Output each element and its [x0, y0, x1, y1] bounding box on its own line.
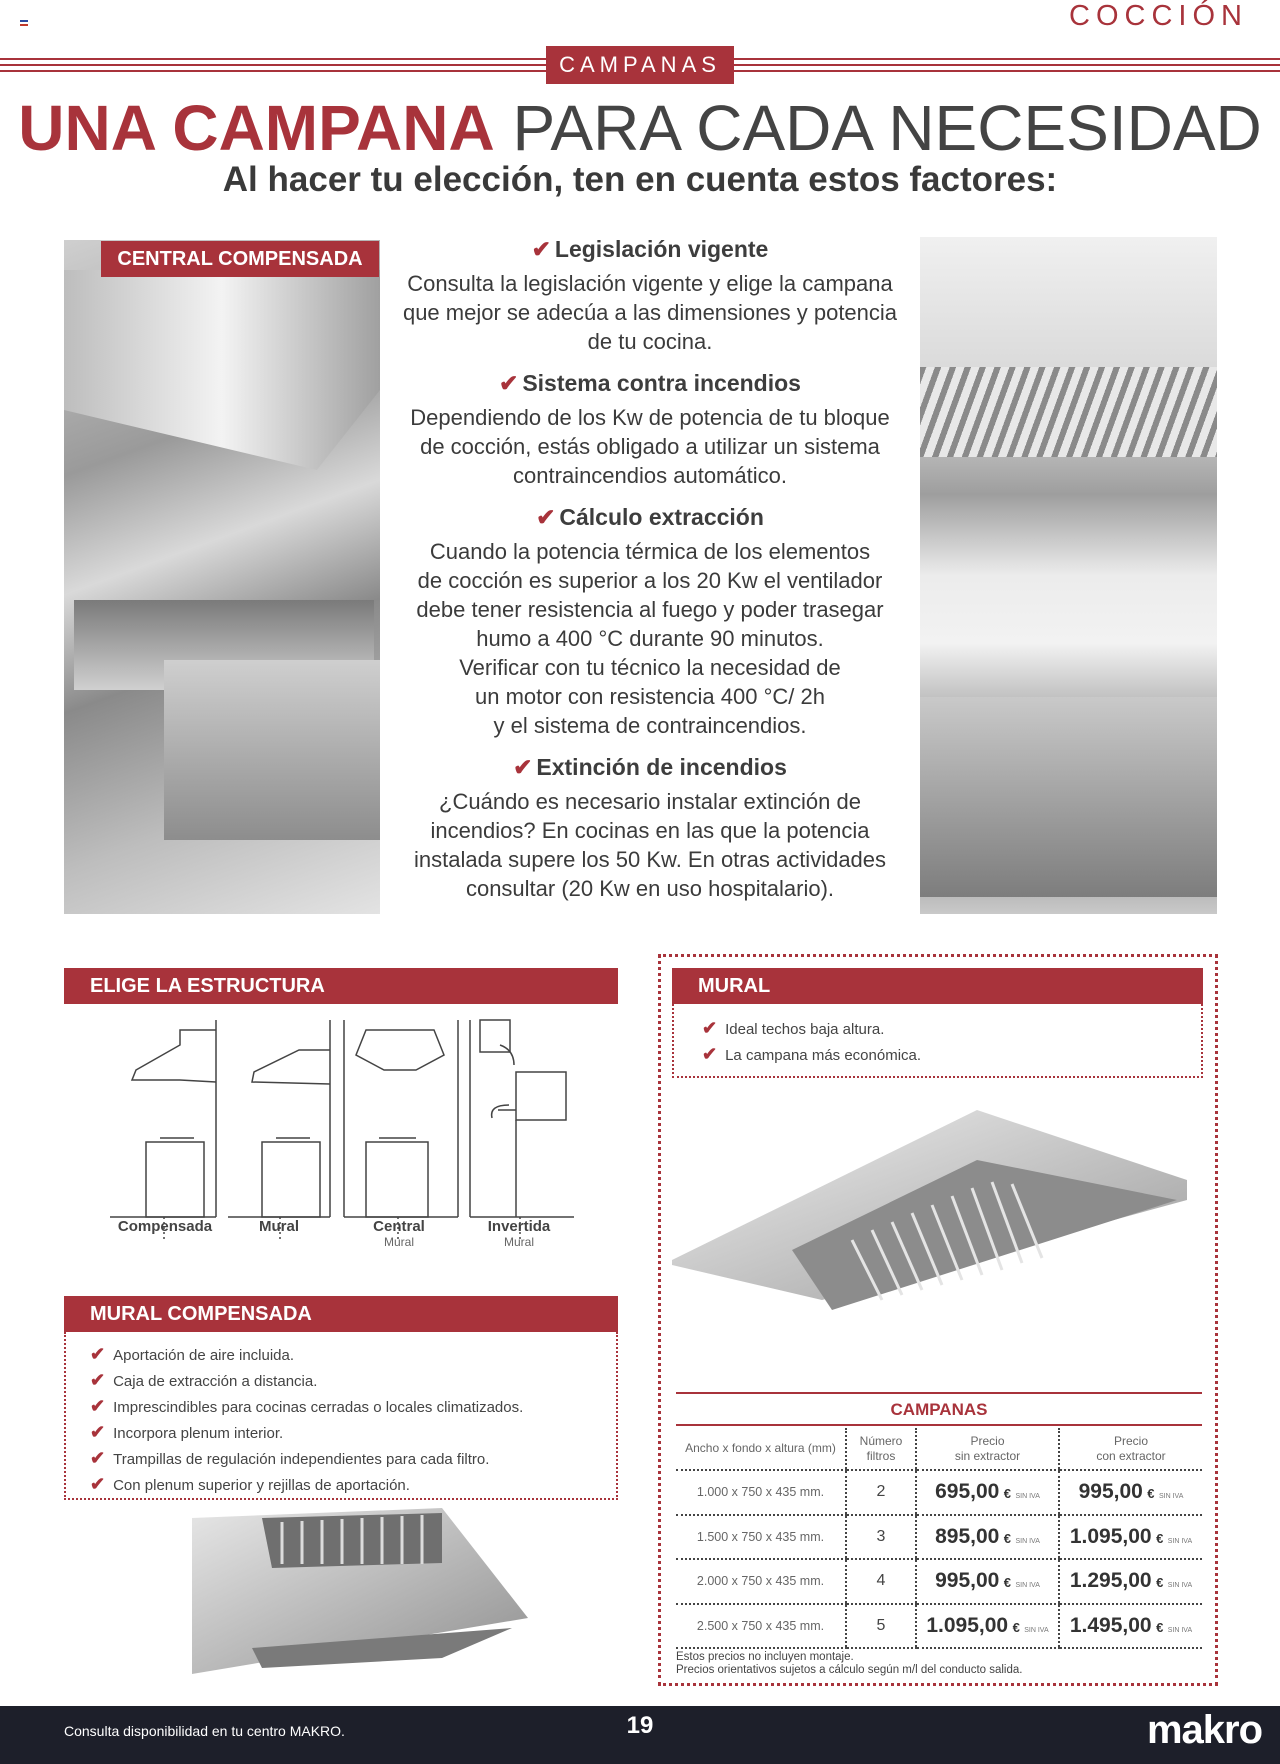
factor-item — [390, 236, 910, 356]
dims-cell: 1.000 x 750 x 435 mm. — [676, 1470, 846, 1515]
kitchen-photo-mural — [920, 237, 1217, 914]
kitchen-photo-central — [64, 240, 380, 914]
table-row — [676, 1470, 1202, 1515]
price-cell: 995,00 € SIN IVA — [916, 1559, 1059, 1604]
makro-logo[interactable]: makro — [1146, 1708, 1262, 1752]
table-header-row — [676, 1428, 1202, 1470]
factor-title: Sistema contra incendios — [522, 370, 801, 396]
price-table-title: CAMPANAS — [676, 1392, 1202, 1426]
price-cell: 1.095,00 € SIN IVA — [916, 1604, 1059, 1649]
column-header: Número filtros — [846, 1428, 916, 1470]
price-cell: 1.095,00 € SIN IVA — [1059, 1515, 1202, 1560]
table-row — [676, 1515, 1202, 1560]
factor-item — [390, 754, 910, 903]
page-title — [0, 88, 1280, 168]
check-icon: ✔ — [702, 1018, 718, 1038]
subtitle: Al hacer tu elección, ten en cuenta estos factores: — [222, 160, 1058, 199]
central-compensada-badge: CENTRAL COMPENSADA — [101, 241, 379, 277]
factor-title: Cálculo extracción — [559, 504, 764, 530]
structure-diagrams — [104, 1010, 574, 1249]
mural-hood-image — [672, 1100, 1192, 1320]
structure-diagram-svg — [104, 1010, 574, 1240]
dims-cell: 2.000 x 750 x 435 mm. — [676, 1559, 846, 1604]
factor-title: Legislación vigente — [554, 236, 769, 262]
check-icon: ✔ — [702, 1044, 718, 1064]
check-icon: ✔ — [90, 1422, 106, 1442]
factor-body: Dependiendo de los Kw de potencia de tu bloque de cocción, estás obligado a utilizar un sistema contraincendios automático. — [410, 405, 890, 488]
price-cell: 995,00 € SIN IVA — [1059, 1470, 1202, 1515]
price-notes — [676, 1651, 1022, 1677]
page-number: 19 — [626, 1712, 654, 1739]
factor-title: Extinción de incendios — [536, 754, 787, 780]
structure-type-label: Invertida Mural — [487, 1218, 551, 1249]
dims-cell: 2.500 x 750 x 435 mm. — [676, 1604, 846, 1649]
feature-item: ✔ Aportación de aire incluida. — [90, 1344, 295, 1364]
title-light: PARA CADA NECESIDAD — [512, 92, 1262, 164]
filters-cell: 5 — [846, 1604, 916, 1649]
feature-item: ✔ Caja de extracción a distancia. — [90, 1370, 318, 1390]
check-icon: ✔ — [536, 504, 556, 530]
category-pill: CAMPANAS — [546, 46, 734, 84]
feature-item: ✔ Incorpora plenum interior. — [90, 1422, 284, 1442]
filters-cell: 3 — [846, 1515, 916, 1560]
check-icon: ✔ — [499, 370, 519, 396]
column-header: Precio sin extractor — [916, 1428, 1059, 1470]
feature-item: ✔ Imprescindibles para cocinas cerradas o locales climatizados. — [90, 1396, 524, 1416]
check-icon: ✔ — [90, 1370, 106, 1390]
check-icon: ✔ — [90, 1448, 106, 1468]
feature-item: ✔ Ideal techos baja altura. — [702, 1018, 885, 1038]
factor-body: Consulta la legislación vigente y elige la campana que mejor se adecúa a las dimensiones y potencia de tu cocina. — [402, 271, 898, 354]
mural-features — [672, 1004, 1203, 1078]
availability-note: Consulta disponibilidad en tu centro MAKRO. — [64, 1723, 345, 1739]
structure-header: ELIGE LA ESTRUCTURA — [64, 968, 618, 1004]
feature-item: ✔ Con plenum superior y rejillas de aportación. — [90, 1474, 410, 1494]
feature-item: ✔ Trampillas de regulación independientes para cada filtro. — [90, 1448, 490, 1468]
price-cell: 695,00 € SIN IVA — [916, 1470, 1059, 1515]
price-table — [676, 1428, 1202, 1649]
table-row — [676, 1559, 1202, 1604]
check-icon: ✔ — [513, 754, 533, 780]
price-note: Estos precios no incluyen montaje. — [676, 1651, 854, 1663]
price-cell: 1.295,00 € SIN IVA — [1059, 1559, 1202, 1604]
mural-header: MURAL — [672, 968, 1203, 1004]
mural-compensada-header: MURAL COMPENSADA — [64, 1296, 618, 1332]
dims-cell: 1.500 x 750 x 435 mm. — [676, 1515, 846, 1560]
check-icon: ✔ — [90, 1396, 106, 1416]
structure-type-label: Central Mural — [373, 1218, 425, 1249]
flag-icon — [20, 20, 28, 26]
price-note: Precios orientativos sujetos a cálculo según m/l del conducto salida. — [676, 1664, 1023, 1676]
column-header: Ancho x fondo x altura (mm) — [676, 1428, 846, 1470]
check-icon: ✔ — [90, 1344, 106, 1364]
column-header: Precio con extractor — [1059, 1428, 1202, 1470]
structure-type-label: Mural — [258, 1218, 299, 1235]
price-cell: 1.495,00 € SIN IVA — [1059, 1604, 1202, 1649]
section-label: COCCIÓN — [1069, 0, 1248, 32]
mural-compensada-hood-image — [192, 1508, 528, 1674]
title-strong: UNA CAMPANA — [18, 92, 495, 164]
filters-cell: 2 — [846, 1470, 916, 1515]
factors-list — [390, 236, 910, 917]
price-cell: 895,00 € SIN IVA — [916, 1515, 1059, 1560]
factor-item — [390, 370, 910, 490]
mural-compensada-features — [64, 1332, 618, 1500]
factor-body: Cuando la potencia térmica de los elementos de cocción es superior a los 20 Kw el ventilador debe tener resistencia al fuego y poder trasegar humo a 400 °C durante 90 minutos. Verificar con tu técnico la necesidad de un motor con resistencia 400 °C/ 2h y el sistema de contraincendios. — [416, 539, 884, 738]
feature-item: ✔ La campana más económica. — [702, 1044, 922, 1064]
structure-type-label: Compensada — [117, 1218, 213, 1235]
check-icon: ✔ — [531, 236, 551, 262]
factor-item — [390, 504, 910, 740]
check-icon: ✔ — [90, 1474, 106, 1494]
factor-body: ¿Cuándo es necesario instalar extinción de incendios? En cocinas en las que la potencia instalada supere los 50 Kw. En otras actividades consultar (20 Kw en uso hospitalario). — [413, 789, 887, 901]
filters-cell: 4 — [846, 1559, 916, 1604]
table-row — [676, 1604, 1202, 1649]
